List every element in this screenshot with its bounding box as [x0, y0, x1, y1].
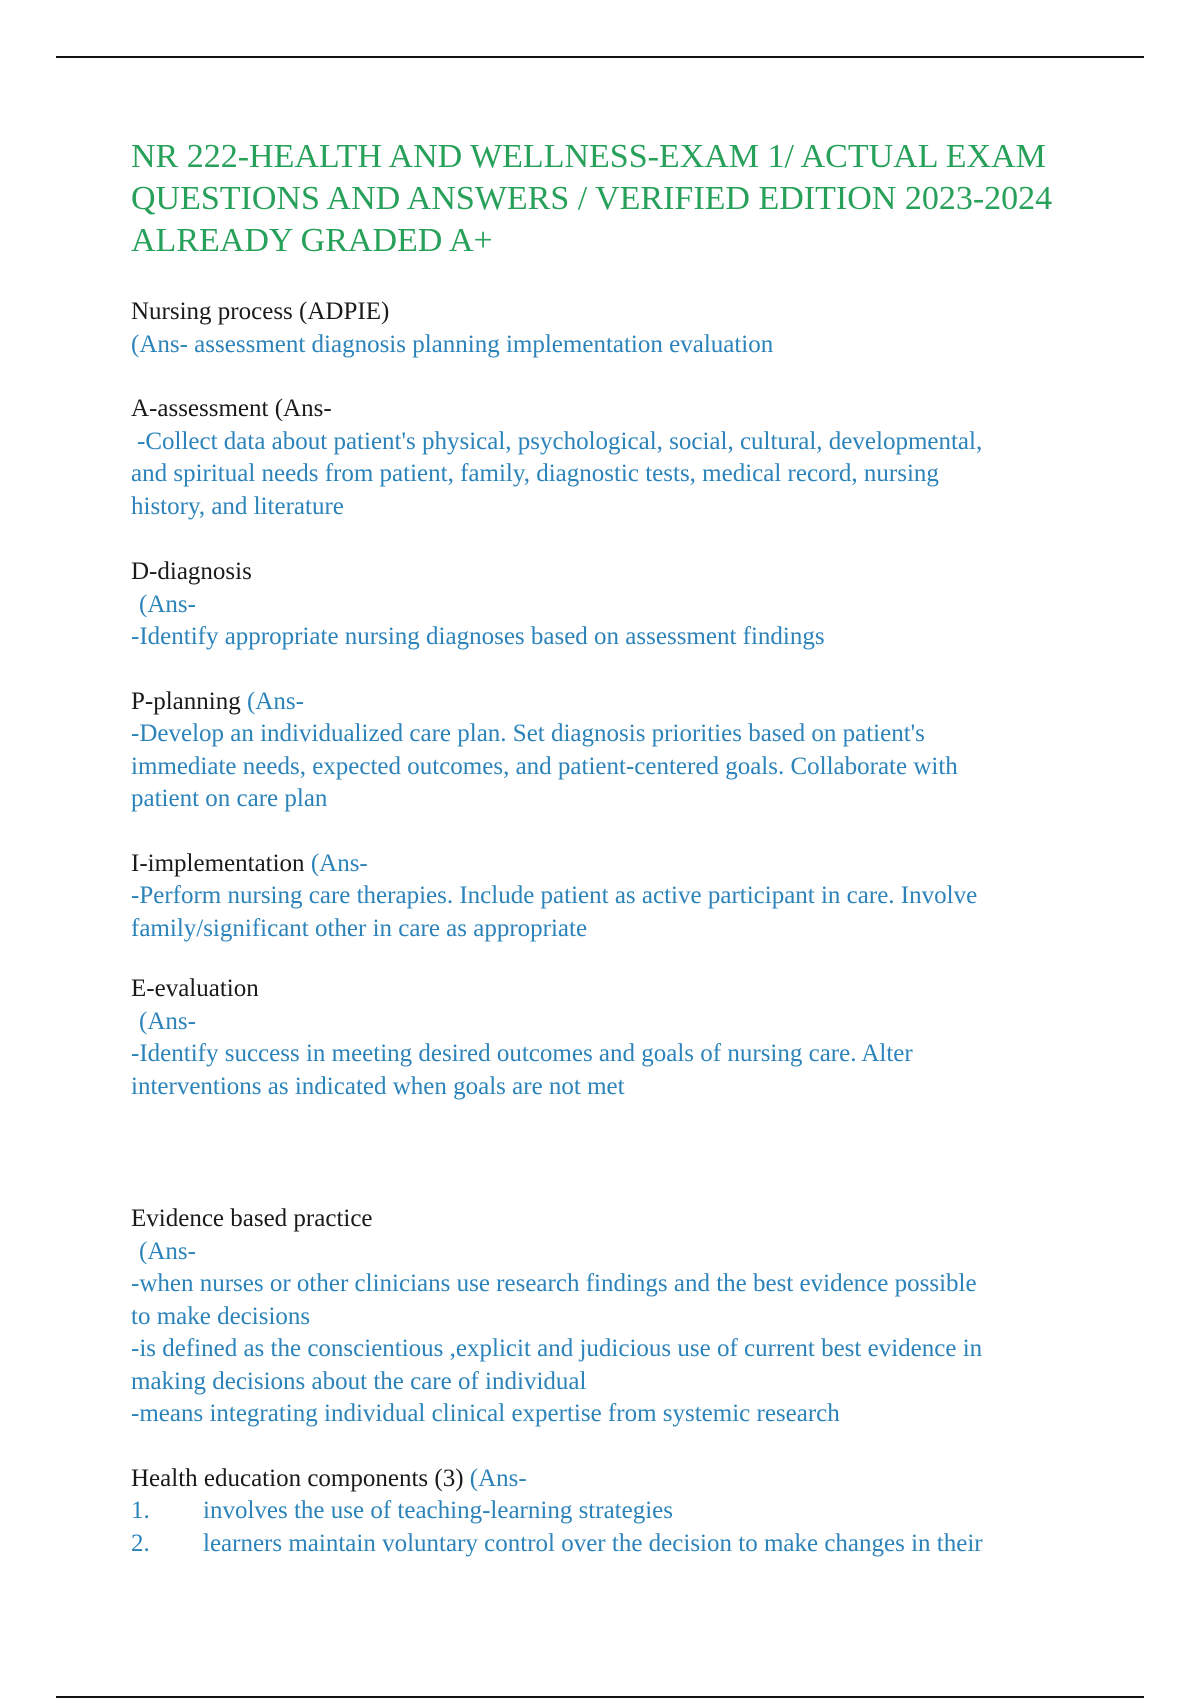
term-planning: P-planning: [131, 687, 241, 715]
top-rule: [56, 56, 1144, 58]
term-evaluation: E-evaluation: [131, 975, 259, 1002]
list-text: involves the use of teaching-learning strategies: [203, 1497, 673, 1524]
qa-nursing-process: [131, 296, 1111, 361]
list-number: 1.: [131, 1497, 150, 1524]
qa-planning: [131, 686, 1111, 816]
list-item: [131, 1528, 1111, 1561]
health-education-heading-line: [131, 1463, 1111, 1496]
answer-line: to make decisions: [131, 1302, 311, 1330]
list-text: learners maintain voluntary control over the decision to make changes in their: [203, 1529, 983, 1557]
qa-assessment: [131, 393, 1111, 523]
answer-line: history, and literature: [131, 492, 344, 520]
answer-line: interventions as indicated when goals are not met: [131, 1072, 625, 1100]
ans-marker: (Ans-: [310, 849, 368, 877]
answer-line: -means integrating individual clinical expertise from systemic research: [131, 1400, 840, 1427]
ans-marker: (Ans-: [139, 1237, 196, 1265]
ans-marker: (Ans-: [469, 1464, 527, 1492]
ans-marker: (Ans-: [246, 687, 304, 715]
answer-line: making decisions about the care of individual: [131, 1367, 587, 1395]
term-health-education: Health education components (3): [131, 1464, 464, 1492]
term-evidence-based-practice: Evidence based practice: [131, 1205, 373, 1232]
ans-marker: (Ans-: [139, 590, 196, 618]
document-title: NR 222-HEALTH AND WELLNESS-EXAM 1/ ACTUAL EXAM QUESTIONS AND ANSWERS / VERIFIED EDITION 2023-2024 ALREADY GRADED A+: [131, 138, 1053, 259]
term-diagnosis: D-diagnosis: [131, 558, 252, 585]
answer-line: -Identify success in meeting desired outcomes and goals of nursing care. Alter: [131, 1040, 913, 1067]
answer-line: -Collect data about patient's physical, psychological, social, cultural, developmental,: [137, 427, 983, 455]
qa-implementation: [131, 848, 1111, 946]
ans-marker: (Ans-: [139, 1007, 196, 1035]
term-assessment: A-assessment (Ans-: [131, 395, 332, 422]
qa-evidence-based-practice: [131, 1203, 1111, 1431]
term-implementation: I-implementation: [131, 849, 305, 877]
qa-health-education: [131, 1463, 1111, 1561]
qa-diagnosis: [131, 556, 1111, 654]
answer-nursing-process: (Ans- assessment diagnosis planning implementation evaluation: [131, 330, 774, 358]
answer-line: -Identify appropriate nursing diagnoses based on assessment findings: [131, 623, 825, 650]
answer-line: -when nurses or other clinicians use research findings and the best evidence possible: [131, 1270, 977, 1297]
planning-heading-line: [131, 686, 1111, 719]
list-item: [131, 1495, 1111, 1528]
bottom-rule: [56, 1696, 1144, 1698]
implementation-heading-line: [131, 848, 1111, 881]
answer-line: immediate needs, expected outcomes, and patient-centered goals. Collaborate with: [131, 752, 958, 780]
qa-evaluation: [131, 973, 1111, 1103]
answer-line: -Perform nursing care therapies. Include patient as active participant in care. Involve: [131, 882, 978, 909]
list-number: 2.: [131, 1529, 150, 1557]
answer-line: family/significant other in care as appropriate: [131, 914, 588, 942]
answer-line: -is defined as the conscientious ,explicit and judicious use of current best evidence in: [131, 1335, 983, 1362]
answer-line: and spiritual needs from patient, family, diagnostic tests, medical record, nursing: [131, 460, 939, 487]
answer-line: patient on care plan: [131, 785, 328, 812]
document-body: [131, 296, 1111, 1560]
answer-line: -Develop an individualized care plan. Set diagnosis priorities based on patient's: [131, 720, 925, 747]
term-nursing-process: Nursing process (ADPIE): [131, 298, 390, 325]
